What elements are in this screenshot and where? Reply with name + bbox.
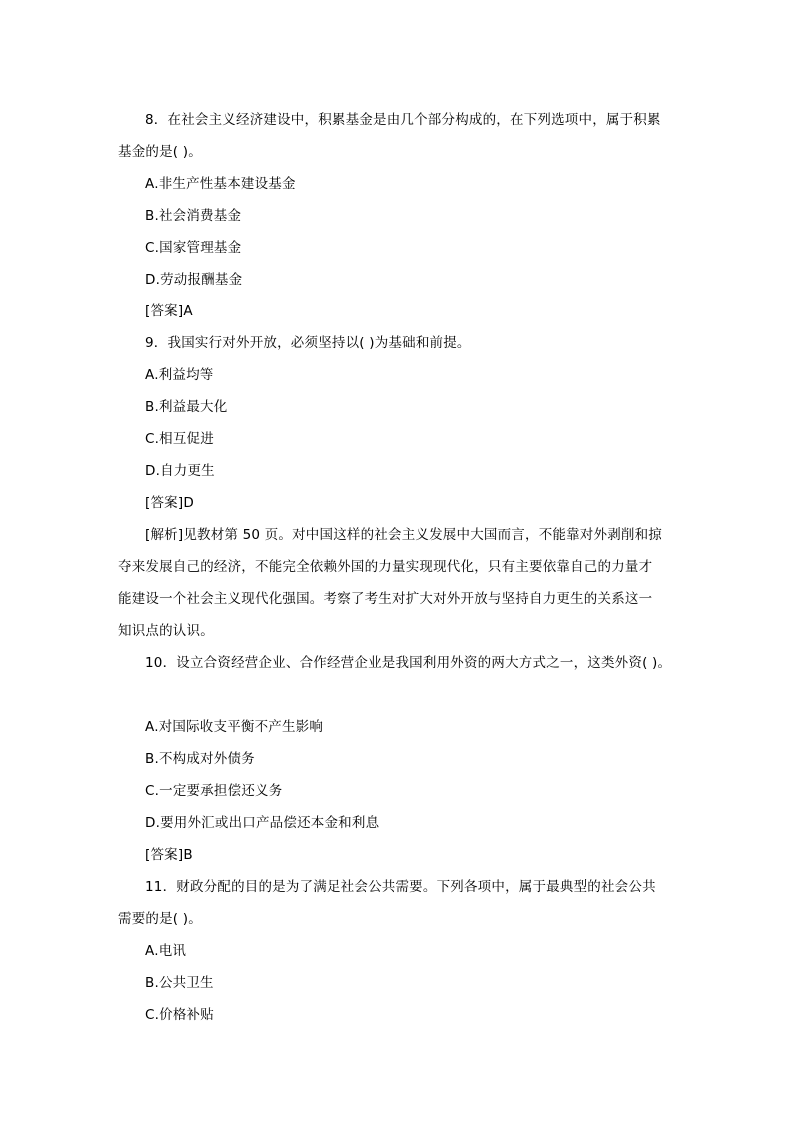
question-8-answer: [答案]A <box>145 303 193 319</box>
question-11-option-a: A.电讯 <box>145 943 187 959</box>
question-8-option-a: A.非生产性基本建设基金 <box>145 176 296 192</box>
question-9-analysis-line-3: 能建设一个社会主义现代化强国。考察了考生对扩大对外开放与坚持自力更生的关系这一 <box>118 591 653 607</box>
question-9-option-b: B.利益最大化 <box>145 399 228 415</box>
question-11-stem-line-1: 11．财政分配的目的是为了满足社会公共需要。下列各项中，属于最典型的社会公共 <box>145 879 656 895</box>
question-10-option-a: A.对国际收支平衡不产生影响 <box>145 719 324 735</box>
question-9-answer: [答案]D <box>145 495 194 511</box>
question-10-option-d: D.要用外汇或出口产品偿还本金和利息 <box>145 815 380 831</box>
question-10-answer: [答案]B <box>145 847 193 863</box>
question-10-option-c: C.一定要承担偿还义务 <box>145 783 283 799</box>
question-11-stem-line-2: 需要的是( )。 <box>118 911 202 927</box>
question-8-option-b: B.社会消费基金 <box>145 208 242 224</box>
question-10-option-b: B.不构成对外债务 <box>145 751 255 767</box>
question-9-analysis-line-4: 知识点的认识。 <box>118 623 214 639</box>
question-10-stem-line-1: 10．设立合资经营企业、合作经营企业是我国利用外资的两大方式之一，这类外资( )。 <box>145 655 672 671</box>
question-11-option-c: C.价格补贴 <box>145 1007 214 1023</box>
question-9-analysis-line-1: [解析]见教材第 50 页。对中国这样的社会主义发展中大国而言，不能靠对外剥削和掠 <box>145 527 662 543</box>
question-9-stem-line-1: 9．我国实行对外开放，必须坚持以( )为基础和前提。 <box>145 335 471 351</box>
question-8-option-c: C.国家管理基金 <box>145 240 242 256</box>
question-9-option-d: D.自力更生 <box>145 463 215 479</box>
question-11-option-b: B.公共卫生 <box>145 975 214 991</box>
question-8-stem-line-2: 基金的是( )。 <box>118 144 202 160</box>
question-8-option-d: D.劳动报酬基金 <box>145 272 243 288</box>
question-9-option-a: A.利益均等 <box>145 367 214 383</box>
question-8-stem-line-1: 8．在社会主义经济建设中，积累基金是由几个部分构成的，在下列选项中，属于积累 <box>145 112 661 128</box>
question-9-analysis-line-2: 夺来发展自己的经济，不能完全依赖外国的力量实现现代化，只有主要依靠自己的力量才 <box>118 559 653 575</box>
question-9-option-c: C.相互促进 <box>145 431 214 447</box>
